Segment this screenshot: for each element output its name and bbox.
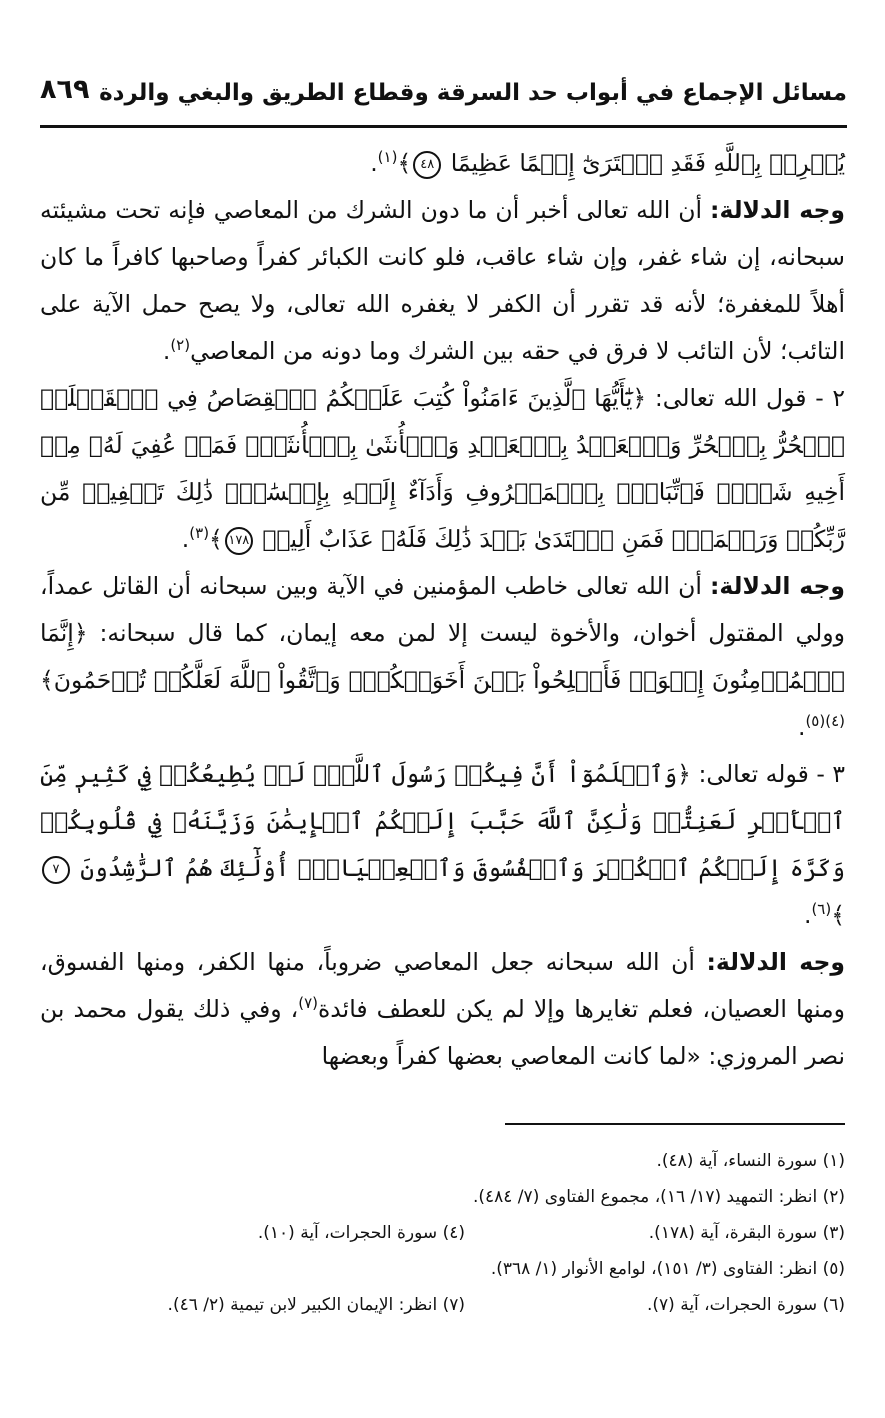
quran-verse: يَٰٓأَيُّهَا ٱلَّذِينَ ءَامَنُواْ كُتِبَ عَلَيۡكُمُ ٱلۡقِصَاصُ فِي ٱلۡقَتۡلَىۖ ٱلۡحُرُّ بِٱلۡحُرِّ وَٱلۡعَبۡدُ بِٱلۡعَبۡدِ وَٱلۡأُنثَىٰ بِٱلۡأُنثَىٰۚ فَمَنۡ عُفِيَ لَهُۥ مِنۡ أَخِيهِ شَيۡءٞ فَٱتِّبَاعُۢ بِٱلۡمَعۡرُوفِ وَأَدَآءٌ إِلَيۡهِ بِإِحۡسَٰنٖۗ ذَٰلِكَ تَخۡفِيفٞ مِّن رَّبِّكُمۡ وَرَحۡمَةٞۗ فَمَنِ ٱعۡتَدَىٰ بَعۡدَ ذَٰلِكَ فَلَهُۥ عَذَابٌ أَلِيمٞ [40, 384, 845, 553]
footnote-ref: (١) [377, 148, 398, 167]
paragraph-verse-3 [40, 751, 845, 939]
footnote-rule [505, 1123, 845, 1125]
punctuation: . [803, 901, 812, 929]
footnote-1: (١) سورة النساء، آية (٤٨). [656, 1151, 845, 1171]
page-number: ٨٦٩ [40, 74, 90, 105]
paragraph-text: أن الله تعالى أخبر أن ما دون الشرك من المعاصي فإنه تحت مشيئته سبحانه، إن شاء غفر، وإن شاء عاقب، فلو كانت الكبائر كفراً وصاحبها كافراً ما كان أهلاً للمغفرة؛ لأنه قد تقرر أن الكفر لا يغفره الله تعالى، ولا يصح حمل الآية على التائب؛ لأن التائب لا فرق في حقه بين الشرك وما دونه من المعاصي [40, 196, 845, 365]
punctuation: . [797, 713, 806, 741]
footnote-ref: (٢) [170, 336, 191, 355]
punctuation: . [370, 149, 378, 177]
paragraph-text: ، وفي ذلك يقول محمد بن نصر المروزي: «لما كانت المعاصي بعضها كفراً وبعضها [40, 995, 845, 1070]
footnote-line [40, 1287, 845, 1323]
quran-bracket-open: ﴿ [632, 384, 647, 412]
paragraph-evidence-1 [40, 187, 845, 375]
header-rule [40, 125, 847, 128]
footnote-line [40, 1251, 845, 1287]
paragraph-text: أن الله سبحانه جعل المعاصي ضروباً، منها الكفر، ومنها الفسوق، ومنها العصيان، فعلم تغايرها وإلا لم يكن للعطف فائدة [40, 948, 845, 1023]
footnote-6: (٦) سورة الحجرات، آية (٧). [646, 1295, 845, 1315]
item-lead: ٢ - قول الله تعالى: [654, 384, 845, 412]
quran-verse: إِنَّمَا ٱلۡمُؤۡمِنُونَ إِخۡوَةٞ فَأَصۡلِحُواْ بَيۡنَ أَخَوَيۡكُمۡۚ وَٱتَّقُواْ ٱللَّهَ لَعَلَّكُمۡ تُرۡحَمُونَ [40, 619, 845, 694]
footnote-7: (٧) انظر: الإيمان الكبير لابن تيمية (٢/ ٤٦). [167, 1295, 465, 1315]
ayah-number-mark: ٤٨ [413, 151, 441, 179]
page-header [40, 70, 847, 116]
quran-verse: يُشۡرِكۡ بِٱللَّهِ فَقَدِ ٱفۡتَرَىٰٓ إِثۡمًا عَظِيمًا [450, 149, 845, 177]
footnote-5: (٥) انظر: الفتاوى (٣/ ١٥١)، لوامع الأنوار (١/ ٣٦٨). [490, 1259, 845, 1279]
footnote-ref: (٤)(٥) [805, 712, 845, 731]
footnote-2: (٢) انظر: التمهيد (١٧/ ١٦)، مجموع الفتاوى (٧/ ٤٨٤). [472, 1187, 845, 1207]
quran-bracket-close: ﴾ [397, 149, 412, 177]
quran-bracket-open: ﴿ [677, 760, 691, 788]
paragraph-evidence-2 [40, 563, 845, 751]
footnote-line [40, 1143, 845, 1179]
quran-bracket-close: ﴾ [40, 666, 54, 694]
evidence-label: وجه الدلالة: [710, 196, 845, 224]
footnote-ref: (٧) [298, 994, 318, 1013]
paragraph-text: أن الله تعالى خاطب المؤمنين في الآية وبين سبحانه أن القاتل عمداً، وولي المقتول أخوان، والأخوة ليست إلا لمن معه إيمان، كما قال سبحانه: [40, 572, 845, 647]
footnote-4: (٤) سورة الحجرات، آية (١٠). [257, 1223, 465, 1243]
quran-bracket-open: ﴿ [73, 619, 88, 647]
footnote-ref: (٣) [189, 524, 210, 543]
ayah-number-mark: ٧ [42, 856, 70, 884]
punctuation: . [162, 337, 171, 365]
quran-bracket-close: ﴾ [831, 901, 845, 929]
paragraph-evidence-3 [40, 939, 845, 1080]
paragraph-verse-2 [40, 375, 845, 563]
punctuation: . [181, 525, 190, 553]
quran-verse: وَٱعۡلَمُوٓاْ أَنَّ فِيكُمۡ رَسُولَ ٱللَّهِۚ لَوۡ يُطِيعُكُمۡ فِي كَثِيرٖ مِّنَ ٱلۡأَمۡرِ لَعَنِتُّمۡ وَلَٰكِنَّ ٱللَّهَ حَبَّبَ إِلَيۡكُمُ ٱلۡإِيمَٰنَ وَزَيَّنَهُۥ فِي قُلُوبِكُمۡ وَكَرَّهَ إِلَيۡكُمُ ٱلۡكُفۡرَ وَٱلۡفُسُوقَ وَٱلۡعِصۡيَانَۚ أُوْلَٰٓئِكَ هُمُ ٱلرَّٰشِدُونَ [40, 760, 845, 882]
quran-bracket-close: ﴾ [209, 525, 223, 553]
item-lead: ٣ - قوله تعالى: [698, 760, 845, 788]
evidence-label: وجه الدلالة: [706, 948, 845, 976]
footnote-line [40, 1215, 845, 1251]
main-text [40, 140, 845, 1080]
ayah-number-mark: ١٧٨ [225, 527, 253, 555]
footnote-line [40, 1179, 845, 1215]
footnote-3: (٣) سورة البقرة، آية (١٧٨). [648, 1223, 845, 1243]
footnote-ref: (٦) [811, 900, 832, 919]
running-title: مسائل الإجماع في أبواب حد السرقة وقطاع الطريق والبغي والردة [99, 80, 847, 106]
paragraph-verse-continuation [40, 140, 845, 187]
evidence-label: وجه الدلالة: [709, 572, 845, 600]
footnotes [40, 1143, 845, 1323]
